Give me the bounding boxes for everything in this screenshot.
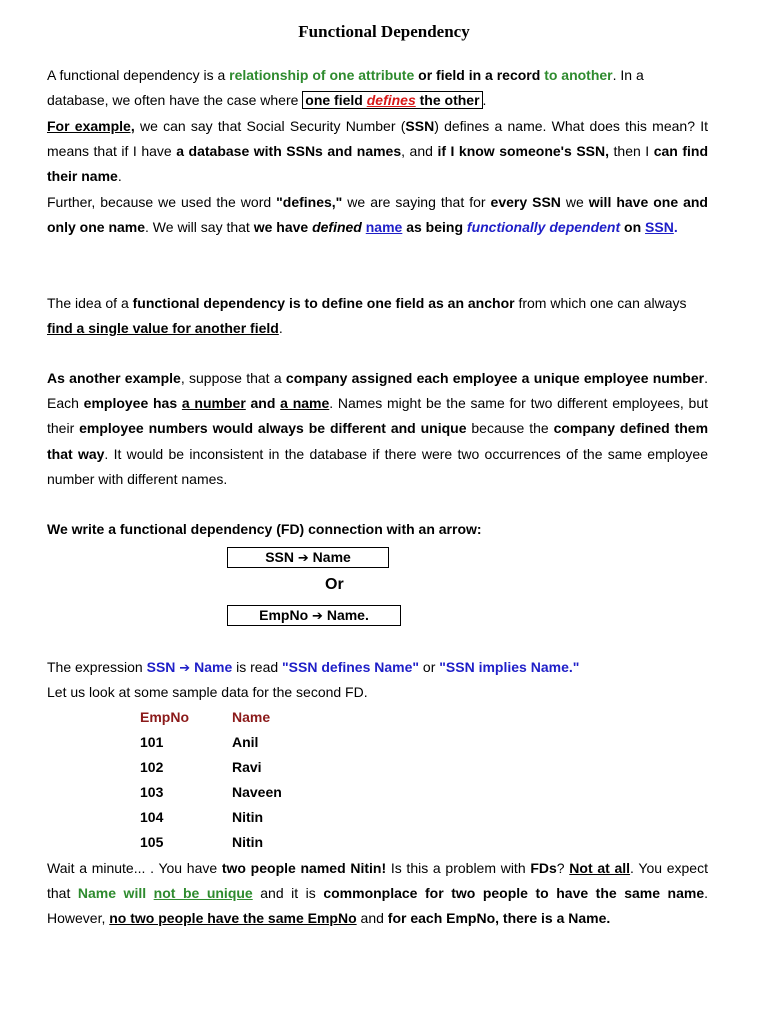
text-run: we are saying that for [342, 194, 491, 210]
paragraph-expression [47, 655, 708, 680]
paragraph-fd-intro: We write a functional dependency (FD) connection with an arrow: [47, 521, 482, 537]
boxed-phrase [302, 91, 482, 109]
text-run: a name [280, 395, 330, 412]
text-run: Not at all [569, 860, 631, 876]
paragraph-wait [47, 856, 708, 932]
text-run: As another example [47, 370, 181, 386]
arrow-right-icon: ➔ [179, 660, 191, 675]
text-run: . We will say that [145, 219, 254, 236]
text-run: employee numbers would always be different and unique [79, 420, 467, 437]
text-run: will have one and only one name [47, 194, 708, 236]
text-run: we have [253, 219, 313, 236]
paragraph-further [47, 190, 708, 240]
text-run: every SSN [490, 194, 561, 210]
text-run: Name [312, 549, 351, 565]
paragraph-idea [47, 291, 708, 341]
paragraph-another-example [47, 366, 708, 492]
highlight-relationship: relationship of one attribute [229, 67, 415, 83]
table-cell-name: Anil [232, 734, 259, 750]
text-run: FDs [530, 860, 557, 876]
table-cell-empno: 104 [140, 809, 164, 825]
text-run: we can say that Social Security Number ( [134, 118, 406, 134]
fd-box-ssn-name [227, 547, 389, 568]
text-run: and [245, 395, 281, 412]
text-run: commonplace for two people to have the same name [323, 885, 705, 902]
text-run: because the [466, 420, 554, 437]
highlight-name: name [365, 219, 403, 236]
text-run: and [356, 910, 388, 927]
highlight-name-will: Name will [77, 885, 154, 902]
text-run: . However, [47, 885, 709, 927]
paragraph-intro [47, 63, 708, 113]
table-cell-name: Nitin [232, 834, 264, 850]
text-run: or field in a record [414, 67, 541, 83]
table-cell-empno: 103 [140, 784, 164, 800]
text-run: then I [609, 143, 654, 160]
arrow-right-icon: ➔ [312, 608, 323, 623]
text-run: from which one can always [514, 295, 687, 311]
page-title: Functional Dependency [298, 22, 470, 41]
text-run: company assigned each employee a unique employee number [285, 370, 705, 386]
text-run: for each EmpNo, there is a Name. [387, 910, 611, 927]
text-run: The idea of a [47, 295, 133, 311]
text-run: . [117, 168, 122, 185]
text-run: ? [556, 860, 570, 876]
text-run: is read [232, 659, 283, 675]
text-run: one field [305, 92, 367, 109]
text-run: The expression [47, 659, 147, 675]
text-run: SSN [146, 659, 176, 675]
text-run: . In a database, we often have the case where [47, 67, 644, 109]
text-run: no two people have the same EmpNo [109, 910, 357, 927]
text-run: two people named Nitin! [221, 860, 387, 876]
arrow-right-icon: ➔ [297, 550, 309, 565]
text-run: employee has [83, 395, 182, 412]
text-run: a number [181, 395, 246, 412]
table-cell-empno: 102 [140, 759, 164, 775]
text-run: company defined them that way [47, 420, 709, 462]
text-run: and it is [252, 885, 324, 902]
text-run: , and [401, 143, 438, 160]
text-run: Name [194, 659, 233, 675]
text-run: . It would be inconsistent in the database if there were two occurrences of the same employee number with different names. [47, 445, 708, 487]
text-run: , suppose that a [180, 370, 286, 386]
text-run: we [560, 194, 589, 210]
text-run: can find their name [47, 143, 709, 185]
highlight-defines: defines [366, 92, 416, 109]
table-cell-empno: 101 [140, 734, 164, 750]
text-run: find a single value for another field [47, 320, 279, 337]
table-header-name: Name [232, 709, 271, 725]
text-run: Further, because we used the word [47, 194, 277, 210]
highlight-not-unique: not be unique [153, 885, 253, 902]
table-cell-empno: 105 [140, 834, 164, 850]
text-run: . Each [47, 370, 708, 412]
text-run: . [673, 219, 678, 236]
paragraph-sample-data: Let us look at some sample data for the second FD. [47, 684, 368, 700]
text-run: Name. [326, 607, 369, 623]
text-run: SSN [405, 118, 435, 134]
or-label: Or [325, 576, 344, 593]
text-run: SSN [265, 549, 294, 565]
table-header-empno: EmpNo [140, 709, 189, 725]
text-run: . [482, 92, 487, 109]
text-run: or [419, 659, 440, 675]
text-run: the other [415, 92, 480, 109]
text-run: defined [312, 219, 362, 236]
table-cell-name: Ravi [232, 759, 262, 775]
paragraph-example [47, 114, 708, 190]
table-cell-name: Nitin [232, 809, 264, 825]
text-run: . You expect that [47, 860, 708, 902]
text-run: on [620, 219, 646, 236]
text-run: Is this a problem with [386, 860, 531, 876]
text-run: Wait a minute... . You have [47, 860, 222, 876]
table-cell-name: Naveen [232, 784, 282, 800]
text-run: ) defines a name. What does this mean? It means that if I have [47, 118, 708, 160]
text-run: A functional dependency is a [47, 67, 230, 83]
for-example-label: For example, [47, 118, 135, 134]
text-run: "SSN implies Name." [439, 659, 580, 675]
highlight-to-another: to another [544, 67, 613, 83]
text-run: if I know someone's SSN, [437, 143, 609, 160]
text-run: EmpNo [259, 607, 309, 623]
text-run: "defines," [276, 194, 343, 210]
text-run: as being [402, 219, 467, 236]
text-run: functional dependency is to define one field as an anchor [132, 295, 515, 311]
text-run: . Names might be the same for two different employees, but their [47, 395, 708, 437]
text-run: a database with SSNs and names [176, 143, 402, 160]
fd-box-empno-name [227, 605, 401, 626]
text-run: "SSN defines Name" [282, 659, 420, 675]
highlight-ssn: SSN [645, 219, 674, 236]
highlight-functionally-dependent: functionally dependent [466, 219, 621, 236]
text-run: . [278, 320, 283, 337]
